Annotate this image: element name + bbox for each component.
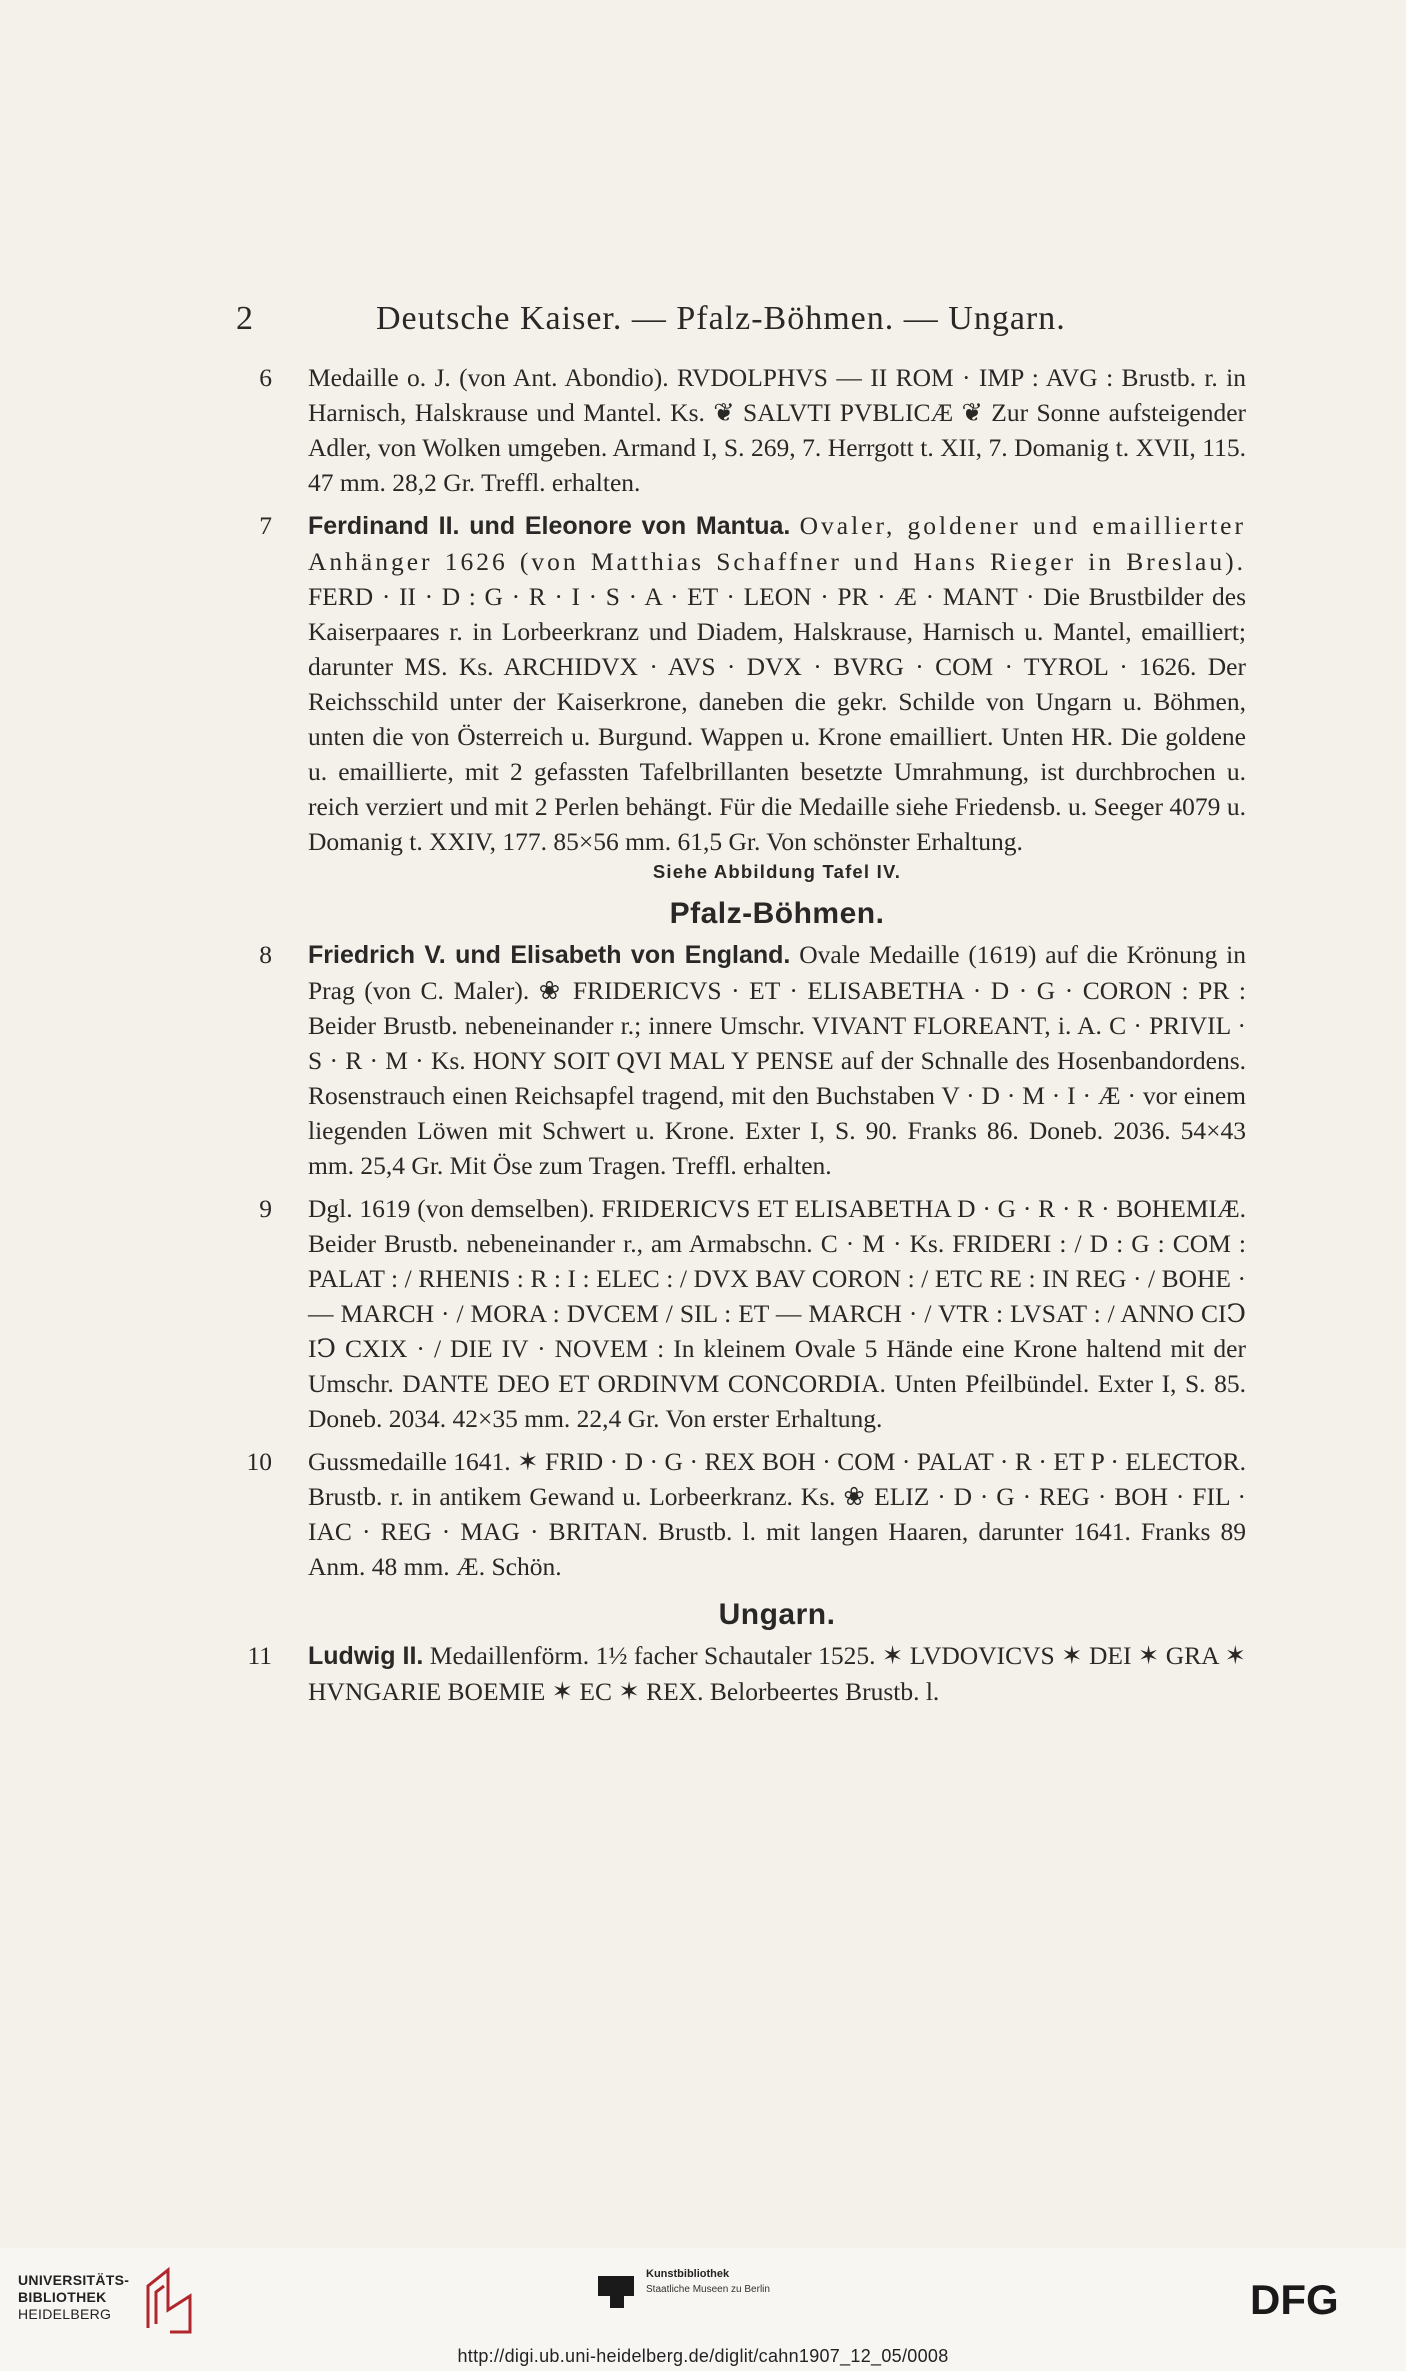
heidelberg-library-logo[interactable] [18,2266,208,2346]
section-heading-ungarn: Ungarn. [718,1598,836,1631]
entry-text: Dgl. 1619 (von demselben). FRIDERICVS ET ELISABETHA D · G · R · R · BOHEMIÆ. Beider Brustb. nebeneinander r., am Armabschn. C · M · Ks. FRIDERI : / D : G : COM : PALAT : / RHENIS : R : I : ELEC : / DVX BAV CORON : / ETC RE : IN REG · / BOHE · — MARCH · / MORA : DVCEM / SIL : ET — MARCH · / VTR : LVSAT : / ANNO CIↃ IↃ CXIX · / DIE IV · NOVEM : In kleinem Ovale 5 Hände eine Krone haltend mit der Umschr. DANTE DEO ET ORDINVM CONCORDIA. Unten Pfeilbündel. Exter I, S. 85. Doneb. 2034. 42×35 mm. 22,4 Gr. Von erster Erhaltung. [308,1194,1246,1433]
entry-number: 6 [259,363,272,392]
catalogue-entry [236,1444,1246,1584]
catalogue-body [236,360,1246,1709]
entry-number: 9 [259,1194,272,1223]
entry-paragraph [308,937,1246,1183]
catalogue-entry [236,360,1246,500]
digitization-footer [0,2248,1406,2371]
entry-text: Gussmedaille 1641. ✶ FRID · D · G · REX BOH · COM · PALAT · R · ET P · ELECTOR. Brustb. r. in antikem Gewand u. Lorbeerkranz. Ks. ❀ ELIZ · D · G · REG · BOH · FIL · IAC · REG · MAG · BRITAN. Brustb. l. mit langen Haaren, darunter 1641. Franks 89 Anm. 48 mm. Æ. Schön. [308,1447,1246,1581]
entry-number: 11 [247,1641,272,1670]
catalogue-entry [236,937,1246,1183]
running-header [236,300,1116,350]
entry-lead: Ludwig II. [308,1642,424,1670]
kunstbibliothek-emblem-icon [596,2270,636,2310]
catalogue-entry [236,1638,1246,1709]
logo-line: UNIVERSITÄTS- [18,2272,130,2288]
entry-paragraph [308,508,1246,859]
kunstbibliothek-name: Kunstbibliothek [646,2268,730,2280]
kunstbibliothek-logo[interactable] [596,2268,856,2318]
entry-lead: Friedrich V. und Elisabeth von England. [308,941,791,969]
catalogue-entry [236,1191,1246,1436]
catalogue-entry [236,508,1246,859]
entry-text: Medaillenförm. 1½ facher Schautaler 1525. ✶ LVDOVICVS ✶ DEI ✶ GRA ✶ HVNGARIE BOEMIE ✶ EC ✶ REX. Belorbeertes Brustb. l. [308,1641,1246,1706]
entry-text: Ovale Medaille (1619) auf die Krönung in Prag (von C. Maler). ❀ FRIDERICVS · ET · ELISABETHA · D · G · CORON : PR : Beider Brustb. nebeneinander r.; innere Umschr. VIVANT FLOREANT, i. A. C · PRIVIL · S · R · M · Ks. HONY SOIT QVI MAL Y PENSE auf der Schnalle des Hosenbandordens. Rosenstrauch einen Reichsapfel tragend, mit den Buchstaben V · D · M · I · Æ · vor einem liegenden Löwen mit Schwert u. Krone. Exter I, S. 90. Franks 86. Doneb. 2036. 54×43 mm. 25,4 Gr. Mit Öse zum Tragen. Treffl. erhalten. [308,940,1247,1180]
logo-line: BIBLIOTHEK [18,2289,107,2305]
entry-text: Medaille o. J. (von Ant. Abondio). RVDOLPHVS — II ROM · IMP : AVG : Brustb. r. in Harnisch, Halskrause und Mantel. Ks. ❦ SALVTI PVBLICÆ ❦ Zur Sonne aufsteigender Adler, von Wolken umgeben. Armand I, S. 269, 7. Herrgott t. XII, 7. Domanig t. XVII, 115. 47 mm. 28,2 Gr. Treffl. erhalten. [308,363,1246,497]
entry-text: FERD · II · D : G · R · I · S · A · ET · LEON · PR · Æ · MANT · Die Brustbilder des Kaiserpaares r. in Lorbeerkranz und Diadem, Halskrause, Harnisch u. Mantel, emailliert; darunter MS. Ks. ARCHIDVX · AVS · DVX · BVRG · COM · TYROL · 1626. Der Reichsschild unter der Kaiserkrone, daneben die gekr. Schilde von Ungarn u. Böhmen, unten die von Österreich u. Burgund. Wappen u. Krone emailliert. Unten HR. Die goldene u. emaillierte, mit 2 gefassten Tafelbrillanten besetzte Umrahmung, ist durchbrochen u. reich verziert und mit 2 Perlen behängt. Für die Medaille siehe Friedensb. u. Seeger 4079 u. Domanig t. XXIV, 177. 85×56 mm. 61,5 Gr. Von schönster Erhaltung. [308,582,1246,856]
running-title: Deutsche Kaiser. — Pfalz-Böhmen. — Ungarn. [376,300,1066,337]
entry-lead: Ferdinand II. und Eleonore von Mantua. [308,512,791,540]
entry-paragraph [308,1638,1246,1709]
logo-line: HEIDELBERG [18,2306,112,2322]
page-number: 2 [236,300,254,337]
permalink-url[interactable]: http://digi.ub.uni-heidelberg.de/diglit/cahn1907_12_05/0008 [457,2346,949,2366]
section-heading-pfalz: Pfalz-Böhmen. [669,897,885,930]
entry-number: 8 [259,940,272,969]
library-emblem-icon [140,2266,200,2336]
plate-reference: Siehe Abbildung Tafel IV. [652,861,902,882]
kunstbibliothek-subtitle: Staatliche Museen zu Berlin [646,2284,770,2295]
entry-number: 10 [246,1447,272,1476]
entry-spaced-text: Ovaler, goldener und emaillierter Anhänger 1626 (von Matthias Schaffner und Hans Rieger in Breslau). [308,511,1246,576]
dfg-logo-text: DFG [1250,2278,1339,2318]
entry-number: 7 [259,511,272,540]
dfg-logo[interactable] [1250,2278,1390,2318]
